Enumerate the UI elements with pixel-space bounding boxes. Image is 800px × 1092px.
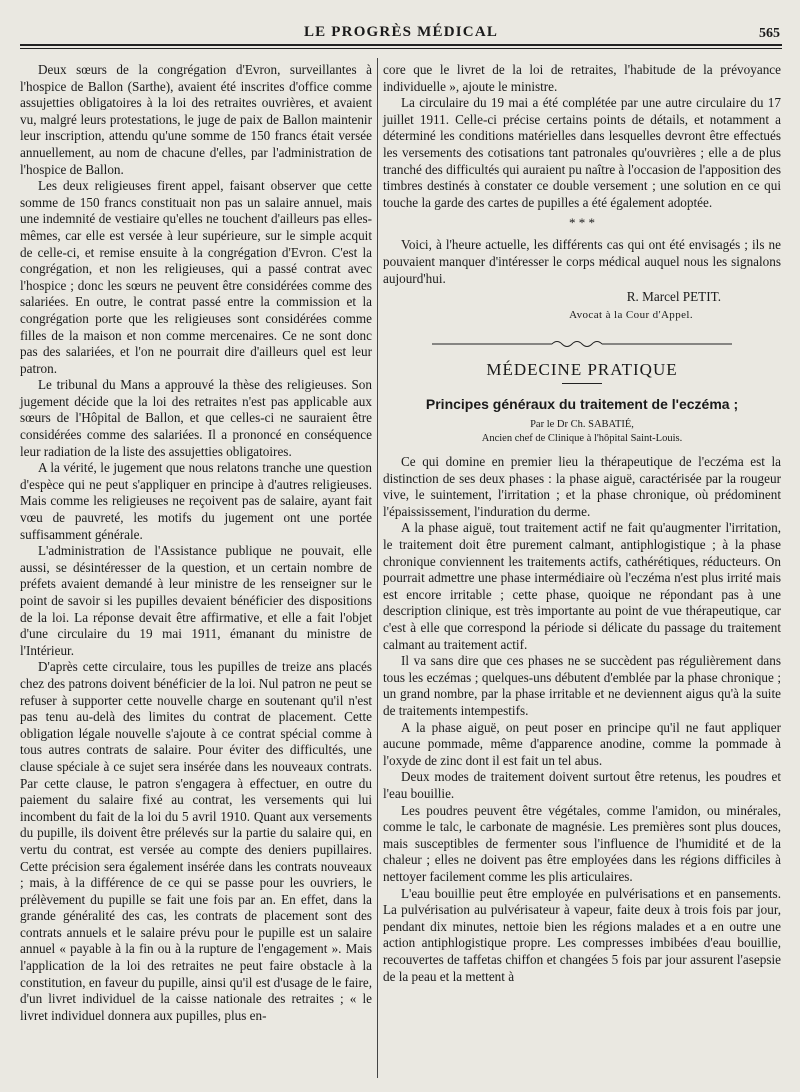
journal-title: LE PROGRÈS MÉDICAL: [303, 24, 499, 40]
paragraph: A la phase aiguë, on peut poser en principe qu'il ne faut appliquer aucune pommade, même d'apparence anodine, comme la pommade à l'oxyde de zinc dont il est fait un tel abus.: [383, 719, 781, 768]
column-separator: [377, 58, 378, 1078]
paragraph: Ce qui domine en premier lieu la thérapeutique de l'eczéma est la distinction de ses deux phases : la phase aiguë, caractérisée par la rougeur vive, le suintement, l'irritation ; et la phase chronique, où prédominent l'épaississement, l'induration du derme.: [383, 454, 781, 519]
section-rule: [562, 383, 602, 384]
paragraph: A la phase aiguë, tout traitement actif ne fait qu'augmenter l'irritation, le traitement doit être purement calmant, antiphlogistique ; à la phase chronique conviennent les traitements actifs, cathérétiques, réducteurs. On pourrait admettre une phase intermédiaire où l'eczéma n'est plus irrité mais est encore irritable ; cette phase, quoique ne répondant pas à une description clinique, est très importante au point de vue thérapeutique, car c'est à elle que correspond la période si délicate du passage du traitement calmant au traitement actif.: [383, 520, 781, 652]
author-affiliation: Ancien chef de Clinique à l'hôpital Saint-Louis.: [481, 433, 683, 445]
page-number: 565: [759, 26, 780, 41]
signature-title: Avocat à la Cour d'Appel.: [569, 308, 693, 321]
paragraph: Deux modes de traitement doivent surtout être retenus, les poudres et l'eau bouillie.: [383, 769, 781, 801]
paragraph: L'administration de l'Assistance publique ne pouvait, elle aussi, se désintéresser de la question, et un certain nombre de préfets avaient demandé à leur ministre de les renseigner sur le point de savoir si les pupilles devaient bénéficier des dispositions de la loi. La réponse devait être affirmative, et elle a fait l'objet d'une circulaire du 19 mai 1911, émanant du ministre de l'Intérieur.: [20, 543, 372, 658]
header-rule: [20, 44, 782, 49]
page-header: [20, 22, 782, 44]
paragraph: Voici, à l'heure actuelle, les différents cas qui ont été envisagés ; ils ne pouvaient manquer d'intéresser le corps médical auquel nous les signalons aujourd'hui.: [383, 237, 781, 286]
paragraph: Deux sœurs de la congrégation d'Evron, surveillantes à l'hospice de Ballon (Sarthe), avaient été inscrites d'office comme assujetties obligatoires à la loi des retraites ouvrières, et avaient vu, malgré leurs protestations, le juge de paix de Ballon maintenir leur inscription, attendu qu'une somme de 150 francs était versée annuellement, au nom de chacune d'elles, par l'administration de l'hospice de Ballon.: [20, 62, 372, 177]
paragraph: Le tribunal du Mans a approuvé la thèse des religieuses. Son jugement décide que la loi des retraites n'est pas applicable aux sœurs de l'Hôpital de Ballon, et que celles-ci ne sauraient être considérées comme des salariées. Il a prononcé en conséquence leur radiation de la liste des assujetties obligatoires.: [20, 377, 372, 459]
article-byline: Par le Dr Ch. SABATIÉ,: [530, 419, 634, 431]
left-column: [20, 62, 372, 1024]
paragraph: core que le livret de la loi de retraites, l'habitude de la prévoyance individuelle », ajoute le ministre.: [383, 62, 781, 94]
paragraph: La circulaire du 19 mai a été complétée par une autre circulaire du 17 juillet 1911. Celle-ci précise certains points de détails, et notamment a déterminé les conditions matérielles dans lesquelles devront être effectués les versements des cotisations tant patronales qu'ouvrières ; elle a de plus tranché des difficultés qui auraient pu naître à l'occasion de l'apposition des timbres destinés à constater ce double versement ; une solution en ce qui touche la garde des cartes de pupilles a été également adoptée.: [383, 95, 781, 210]
ornament-divider-icon: [432, 339, 732, 349]
signature-name: R. Marcel PETIT.: [626, 289, 721, 305]
section-stars: * * *: [569, 215, 595, 231]
paragraph: Il va sans dire que ces phases ne se succèdent pas régulièrement dans tous les eczémas ; quelques-uns débutent d'emblée par la phase chronique ; un grand nombre, par la phase irritable et ne deviennent aigus qu'à la suite de traitements intempestifs.: [383, 653, 781, 718]
paragraph: A la vérité, le jugement que nous relatons tranche une question d'espèce qui ne peut s'appliquer en principe à d'autres religieuses. Mais comme les religieuses ne reçoivent pas de salaire, ayant fait vœu de pauvreté, les motifs du jugement ont une portée suffisamment générale.: [20, 460, 372, 542]
paragraph: L'eau bouillie peut être employée en pulvérisations et en pansements. La pulvérisation au pulvérisateur à vapeur, faite deux à trois fois par jour, pendant dix minutes, nettoie bien les régions malades et a en outre une action antiphlogistique propre. Les compresses imbibées d'eau bouillie, recouvertes de taffetas chiffon et changées 5 fois par jour assurent l'asepsie de la peau et la mettent à: [383, 885, 781, 984]
paragraph: Les poudres peuvent être végétales, comme l'amidon, ou minérales, comme le talc, le carbonate de magnésie. Les premières sont plus douces, mais susceptibles de fermenter sous l'influence de l'humidité et de la chaleur ; elles ne doivent pas être employées dans les régions difficiles à nettoyer facilement comme les plis articulaires.: [383, 802, 781, 884]
section-heading: MÉDECINE PRATIQUE: [486, 359, 678, 379]
paragraph: Les deux religieuses firent appel, faisant observer que cette somme de 150 francs constituait non pas un salaire annuel, mais une indemnité de vestiaire qu'elles ne touchent d'ailleurs pas elles-mêmes, car elle est versée à leur supérieure, sur le simple acquit de celle-ci, et remise ensuite à la congrégation d'Evron. C'est la congrégation, et non les religieuses, qui a passé contrat avec l'hospice ; donc les sœurs ne peuvent être considérées comme des salariées. En outre, le contrat passé entre la commission et la congrégation porte que les religieuses sont considérées comme filles de la maison et non comme mercenaires. Ce ne sont donc pas des salariées, et l'on ne pourrait dire d'ailleurs quel est leur patron.: [20, 178, 372, 376]
right-column: [383, 62, 781, 985]
article-title: Principes généraux du traitement de l'eczéma ;: [425, 395, 739, 412]
paragraph: D'après cette circulaire, tous les pupilles de treize ans placés chez des patrons doivent bénéficier de la loi. Nul patron ne peut se refuser à supporter cette nouvelle charge en soutenant qu'il n'est pas tenu au-delà des limites du contrat de placement. Cette obligation légale nouvelle s'ajoute à ce contrat spécial comme à tous autres contrats de salaire. Pour éviter des difficultés, une clause spéciale à ce sujet sera insérée dans les nouveaux contrats. Par cette clause, le patron s'engagera à effectuer, en outre du paiement du salaire fixé au contrat, les versements qui lui incombent du fait de la loi du 5 avril 1910. Quant aux versements du pupille, ils doivent être prélevés sur la partie du salaire qui, en vertu du contrat, est versée au compte des deniers pupillaires. Cette précision sera également insérée dans les contrats nouveaux ; mais, à la différence de ce qui se passe pour les ouvriers, le prélèvement du pupille se fait une fois par an. En effet, dans la grande généralité des cas, les contrats de placement sont des contrats annuels et le salaire prévu pour le pupille est un salaire annuel « payable à la fin ou à la rupture de l'engagement ». Mais l'application de la loi des retraites ne peut faire obstacle à la constitution, en faveur du pupille, ainsi qu'il est d'usage de le faire, d'un livret individuel de la caisse nationale des retraites ; « le livret individuel donnera aux pupilles, plus en-: [20, 659, 372, 1023]
ornament-divider: [383, 337, 781, 354]
